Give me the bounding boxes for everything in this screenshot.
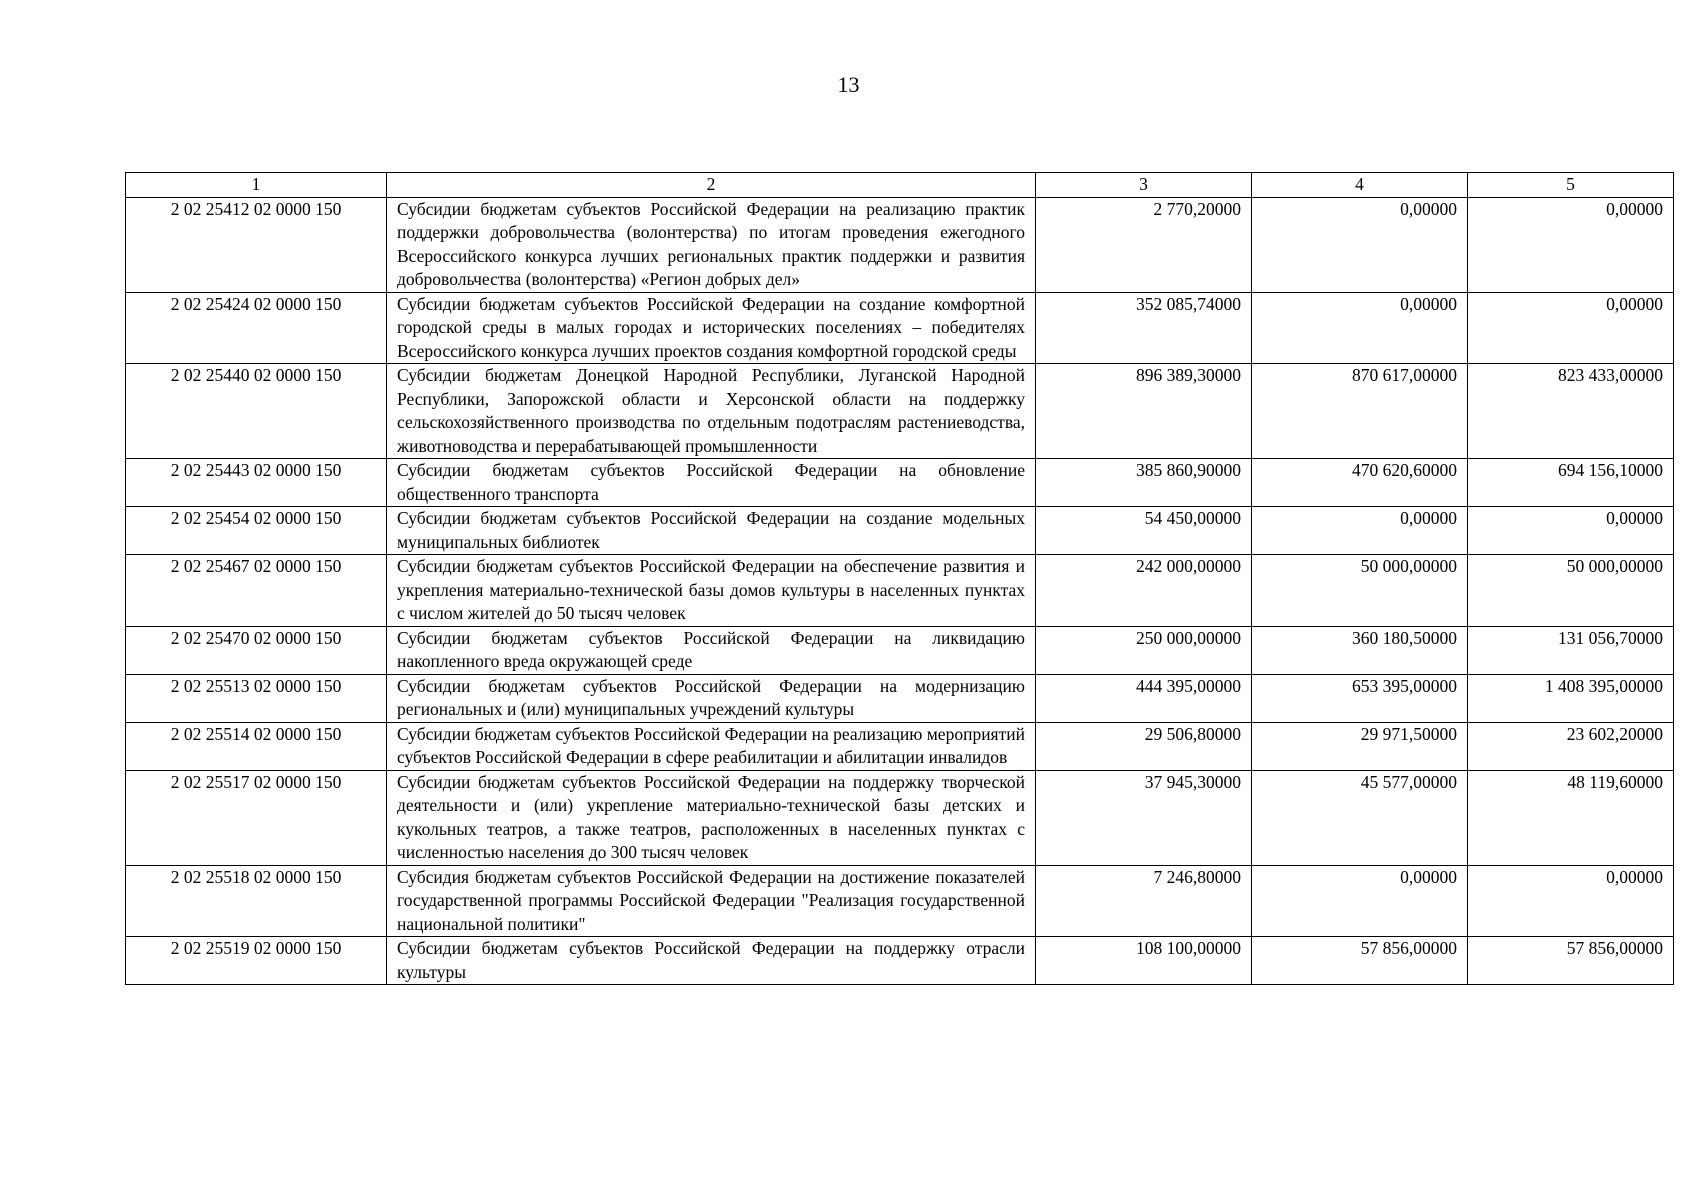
amount-column-5: 131 056,70000 <box>1468 626 1674 674</box>
column-header-4: 4 <box>1252 173 1468 198</box>
table-row <box>126 197 1674 292</box>
amount-column-5: 0,00000 <box>1468 292 1674 364</box>
budget-code: 2 02 25440 02 0000 150 <box>126 364 387 459</box>
amount-column-4: 870 617,00000 <box>1252 364 1468 459</box>
column-header-5: 5 <box>1468 173 1674 198</box>
item-description: Субсидии бюджетам субъектов Российской Федерации на создание комфортной городской среды в малых городах и исторических поселениях – победителях Всероссийского конкурса лучших проектов создания комфортной городской среды <box>387 292 1036 364</box>
budget-code: 2 02 25424 02 0000 150 <box>126 292 387 364</box>
budget-code: 2 02 25412 02 0000 150 <box>126 197 387 292</box>
budget-code: 2 02 25470 02 0000 150 <box>126 626 387 674</box>
amount-column-5: 823 433,00000 <box>1468 364 1674 459</box>
item-description: Субсидия бюджетам субъектов Российской Федерации на достижение показателей государственной программы Российской Федерации "Реализация государственной национальной политики" <box>387 865 1036 937</box>
item-description: Субсидии бюджетам субъектов Российской Федерации на обеспечение развития и укрепления материально-технической базы домов культуры в населенных пунктах с числом жителей до 50 тысяч человек <box>387 555 1036 627</box>
item-description: Субсидии бюджетам субъектов Российской Федерации на модернизацию региональных и (или) муниципальных учреждений культуры <box>387 674 1036 722</box>
budget-code: 2 02 25514 02 0000 150 <box>126 722 387 770</box>
amount-column-5: 23 602,20000 <box>1468 722 1674 770</box>
amount-column-3: 7 246,80000 <box>1036 865 1252 937</box>
budget-code: 2 02 25513 02 0000 150 <box>126 674 387 722</box>
table-row <box>126 865 1674 937</box>
amount-column-5: 50 000,00000 <box>1468 555 1674 627</box>
amount-column-3: 54 450,00000 <box>1036 507 1252 555</box>
amount-column-3: 385 860,90000 <box>1036 459 1252 507</box>
budget-table <box>125 172 1674 985</box>
amount-column-4: 360 180,50000 <box>1252 626 1468 674</box>
item-description: Субсидии бюджетам Донецкой Народной Республики, Луганской Народной Республики, Запорожской области и Херсонской области на поддержку сельскохозяйственного производства по отдельным подотраслям растениеводства, животноводства и перерабатывающей промышленности <box>387 364 1036 459</box>
table-row <box>126 626 1674 674</box>
table-row <box>126 937 1674 985</box>
amount-column-5: 57 856,00000 <box>1468 937 1674 985</box>
amount-column-3: 37 945,30000 <box>1036 770 1252 865</box>
amount-column-3: 108 100,00000 <box>1036 937 1252 985</box>
table-row <box>126 770 1674 865</box>
amount-column-4: 653 395,00000 <box>1252 674 1468 722</box>
amount-column-5: 0,00000 <box>1468 197 1674 292</box>
budget-code: 2 02 25467 02 0000 150 <box>126 555 387 627</box>
budget-code: 2 02 25518 02 0000 150 <box>126 865 387 937</box>
amount-column-4: 0,00000 <box>1252 197 1468 292</box>
amount-column-3: 242 000,00000 <box>1036 555 1252 627</box>
item-description: Субсидии бюджетам субъектов Российской Федерации на обновление общественного транспорта <box>387 459 1036 507</box>
amount-column-4: 0,00000 <box>1252 292 1468 364</box>
column-header-3: 3 <box>1036 173 1252 198</box>
amount-column-4: 50 000,00000 <box>1252 555 1468 627</box>
budget-code: 2 02 25454 02 0000 150 <box>126 507 387 555</box>
amount-column-5: 694 156,10000 <box>1468 459 1674 507</box>
budget-code: 2 02 25519 02 0000 150 <box>126 937 387 985</box>
table-row <box>126 555 1674 627</box>
amount-column-3: 2 770,20000 <box>1036 197 1252 292</box>
header-row <box>126 173 1674 198</box>
table-row <box>126 674 1674 722</box>
amount-column-4: 57 856,00000 <box>1252 937 1468 985</box>
budget-code: 2 02 25443 02 0000 150 <box>126 459 387 507</box>
amount-column-4: 29 971,50000 <box>1252 722 1468 770</box>
item-description: Субсидии бюджетам субъектов Российской Федерации на поддержку творческой деятельности и (или) укрепление материально-технической базы детских и кукольных театров, а также театров, расположенных в населенных пунктах с численностью населения до 300 тысяч человек <box>387 770 1036 865</box>
item-description: Субсидии бюджетам субъектов Российской Федерации на реализацию практик поддержки добровольчества (волонтерства) по итогам проведения ежегодного Всероссийского конкурса лучших региональных практик поддержки и развития добровольчества (волонтерства) «Регион добрых дел» <box>387 197 1036 292</box>
amount-column-3: 29 506,80000 <box>1036 722 1252 770</box>
table-row <box>126 364 1674 459</box>
amount-column-4: 0,00000 <box>1252 507 1468 555</box>
amount-column-5: 0,00000 <box>1468 507 1674 555</box>
amount-column-5: 48 119,60000 <box>1468 770 1674 865</box>
amount-column-4: 0,00000 <box>1252 865 1468 937</box>
amount-column-3: 250 000,00000 <box>1036 626 1252 674</box>
column-header-1: 1 <box>126 173 387 198</box>
amount-column-4: 470 620,60000 <box>1252 459 1468 507</box>
column-header-2: 2 <box>387 173 1036 198</box>
item-description: Субсидии бюджетам субъектов Российской Федерации на поддержку отрасли культуры <box>387 937 1036 985</box>
page-number: 13 <box>837 72 860 97</box>
item-description: Субсидии бюджетам субъектов Российской Федерации на ликвидацию накопленного вреда окружающей среде <box>387 626 1036 674</box>
item-description: Субсидии бюджетам субъектов Российской Федерации на реализацию мероприятий субъектов Российской Федерации в сфере реабилитации и абилитации инвалидов <box>387 722 1036 770</box>
item-description: Субсидии бюджетам субъектов Российской Федерации на создание модельных муниципальных библиотек <box>387 507 1036 555</box>
amount-column-3: 352 085,74000 <box>1036 292 1252 364</box>
amount-column-3: 896 389,30000 <box>1036 364 1252 459</box>
amount-column-5: 0,00000 <box>1468 865 1674 937</box>
amount-column-4: 45 577,00000 <box>1252 770 1468 865</box>
amount-column-5: 1 408 395,00000 <box>1468 674 1674 722</box>
budget-code: 2 02 25517 02 0000 150 <box>126 770 387 865</box>
table-row <box>126 459 1674 507</box>
amount-column-3: 444 395,00000 <box>1036 674 1252 722</box>
table-row <box>126 722 1674 770</box>
table-row <box>126 507 1674 555</box>
table-row <box>126 292 1674 364</box>
